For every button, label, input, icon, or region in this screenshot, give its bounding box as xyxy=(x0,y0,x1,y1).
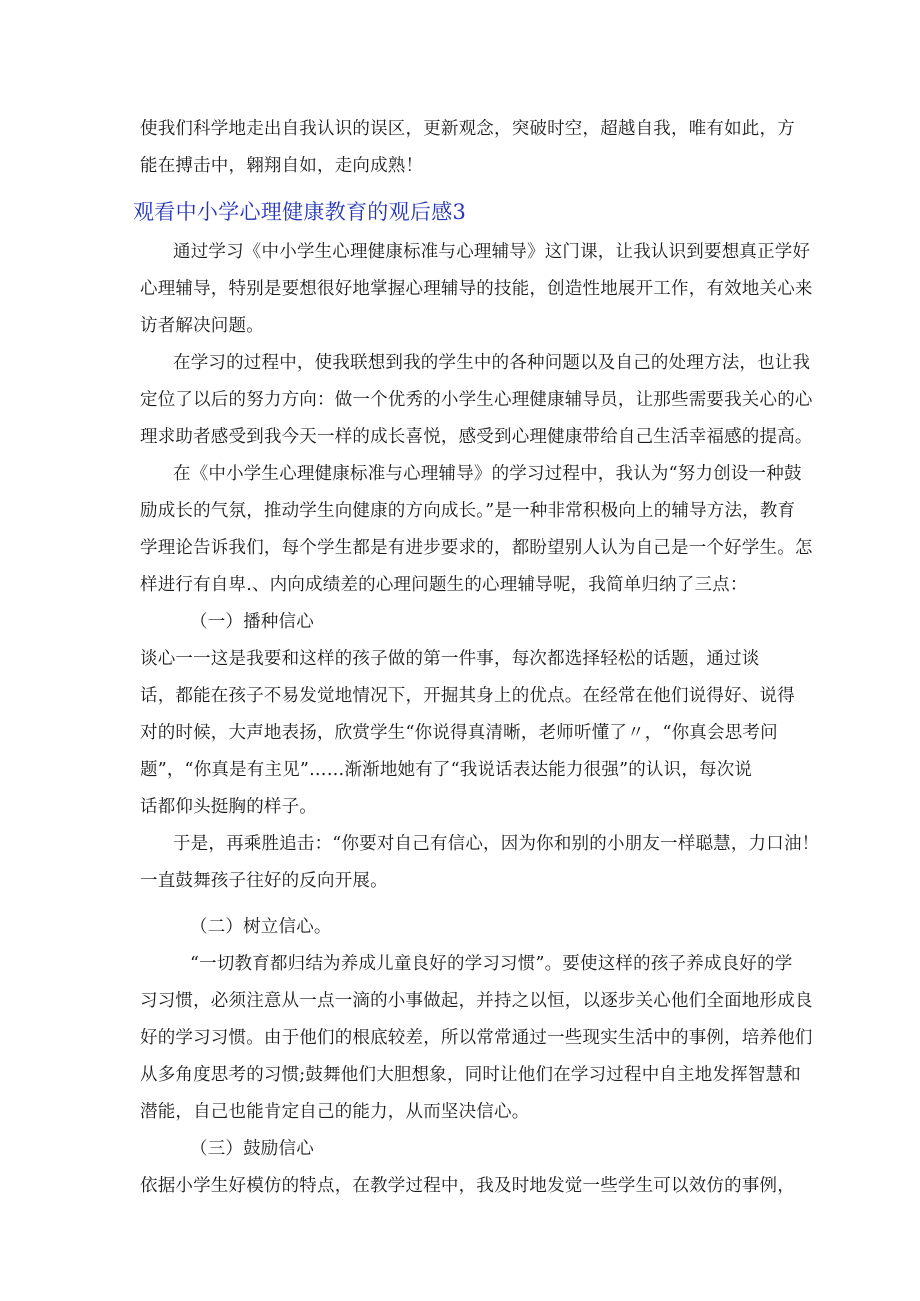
section-heading: 观看中小学心理健康教育的观后感3 xyxy=(133,200,467,224)
paragraph-line: 定位了以后的努力方向：做一个优秀的小学生心理健康辅导员，让那些需要我关心的心 xyxy=(140,390,813,410)
intro-line-1: 使我们科学地走出自我认识的误区，更新观念，突破时空，超越自我，唯有如此，方 xyxy=(140,119,795,139)
paragraph-line: 潜能，自己也能肯定自己的能力，从而坚决信心。 xyxy=(140,1102,530,1122)
paragraph-line: 对的时候，大声地表扬，欣赏学生“你说得真清晰，老师听懂了〃，“你真会思考问 xyxy=(140,723,778,743)
subsection-heading-2: （二）树立信心。 xyxy=(190,917,332,937)
paragraph-line: 好的学习习惯。由于他们的根底较差，所以常常通过一些现实生活中的事例，培养他们 xyxy=(140,1028,813,1048)
paragraph-line: 题”，“你真是有主见”……渐渐地她有了“我说话表达能力很强”的认识，每次说 xyxy=(140,760,753,780)
paragraph-line: 依据小学生好模仿的特点，在教学过程中，我及时地发觉一些学生可以效仿的事例， xyxy=(140,1176,795,1196)
paragraph-line: 通过学习《中小学生心理健康标准与心理辅导》这门课，让我认识到要想真正学好 xyxy=(173,242,811,262)
paragraph-line: 话都仰头挺胸的样子。 xyxy=(140,797,317,817)
subsection-heading-3: （三）鼓励信心 xyxy=(190,1139,314,1159)
paragraph-line: 在学习的过程中，使我联想到我的学生中的各种问题以及自己的处理方法，也让我 xyxy=(173,353,811,373)
paragraph-line: 在《中小学生心理健康标准与心理辅导》的学习过程中，我认为“努力创设一种鼓 xyxy=(173,464,802,484)
intro-line-2: 能在搏击中，翱翔自如，走向成熟！ xyxy=(140,156,424,176)
paragraph-line: 访者解决问题。 xyxy=(140,316,264,336)
paragraph-line: 于是，再乘胜追击：“你要对自己有信心，因为你和别的小朋友一样聪慧，力口油！ xyxy=(173,834,820,854)
paragraph-line: 从多角度思考的习惯;鼓舞他们大胆想象，同时让他们在学习过程中自主地发挥智慧和 xyxy=(140,1065,801,1085)
paragraph-line: 理求助者感受到我今天一样的成长喜悦，感受到心理健康带给自己生活幸福感的提高。 xyxy=(140,427,813,447)
paragraph-line: 一直鼓舞孩子往好的反向开展。 xyxy=(140,871,388,891)
subsection-heading-1: （一）播种信心 xyxy=(190,612,314,632)
paragraph-line: 习习惯，必须注意从一点一滴的小事做起，并持之以恒，以逐步关心他们全面地形成良 xyxy=(140,991,813,1011)
paragraph-line: 学理论告诉我们，每个学生都是有进步要求的，都盼望别人认为自己是一个好学生。怎 xyxy=(140,538,813,558)
paragraph-line: 励成长的气氛，推动学生向健康的方向成长。”是一种非常积极向上的辅导方法，教育 xyxy=(140,501,796,521)
paragraph-line: 谈心一一这是我要和这样的孩子做的第一件事，每次都选择轻松的话题，通过谈 xyxy=(140,649,760,669)
paragraph-line: 心理辅导，特别是要想很好地掌握心理辅导的技能，创造性地展开工作，有效地关心来 xyxy=(140,279,813,299)
paragraph-line: 话，都能在孩子不易发觉地情况下，开掘其身上的优点。在经常在他们说得好、说得 xyxy=(140,686,795,706)
paragraph-line: 样进行有自卑.、内向成绩差的心理问题生的心理辅导呢，我简单归纳了三点： xyxy=(140,575,748,595)
paragraph-line: “一切教育都归结为养成儿童良好的学习习惯”。要使这样的孩子养成良好的学 xyxy=(190,954,793,974)
